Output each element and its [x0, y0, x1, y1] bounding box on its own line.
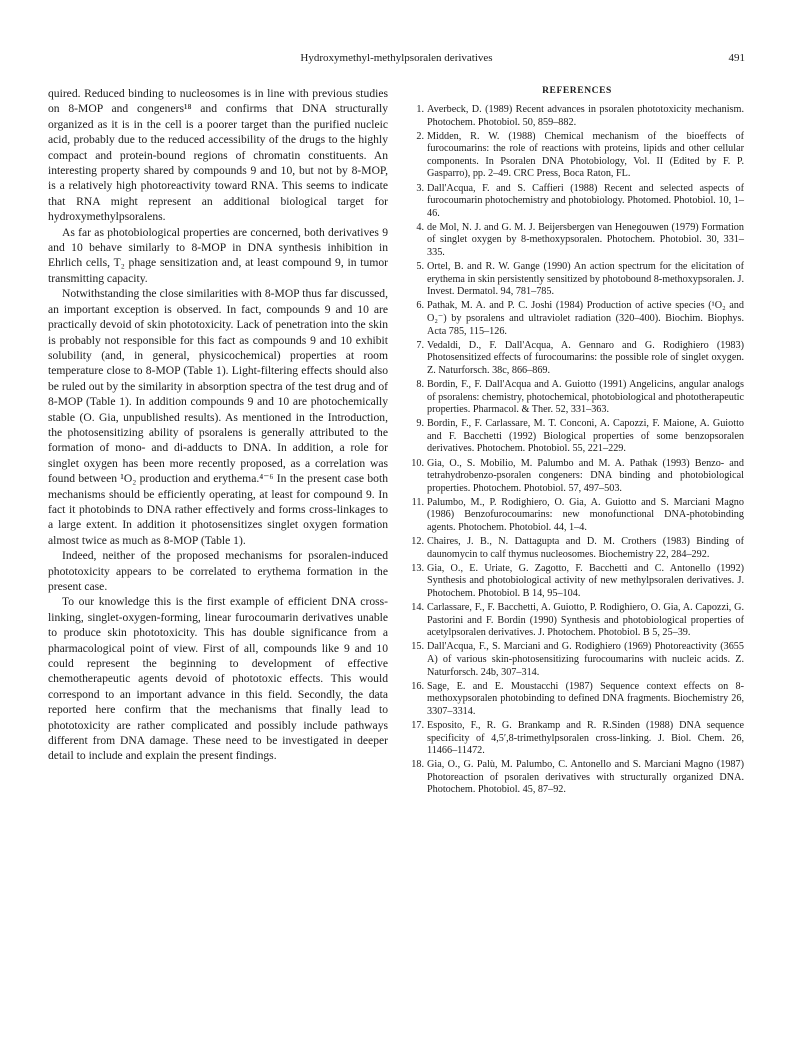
reference-item: [410, 418, 744, 456]
reference-text: Averbeck, D. (1989) Recent advances in psoralen phototoxicity mechanism. Photochem. Photobiol. 50, 859–882.: [427, 104, 744, 128]
reference-number: 14.: [411, 602, 424, 614]
reference-number: 8.: [416, 378, 424, 390]
body-paragraph: quired. Reduced binding to nucleosomes is in line with previous studies on 8-MOP and congeners¹⁸ and confirms that DNA structurally organized as it is in the cell is a poorer target than the purified nucleic acid, probably due to the reduced accessibility of the drugs to the highly compact and protein-bound regions of chromatin constituents. An interesting property shared by compounds 9 and 10, but not by 8-MOP, is a relatively high photoreactivity toward RNA. This seems to indicate that RNA might represent an additional biological target for hydroxymethylpsoralens.: [48, 87, 388, 224]
reference-text: Pathak, M. A. and P. C. Joshi (1984) Production of active species (¹O₂ and O₂⁻) by psoralens and ultraviolet radiation (320–400). Biochim. Biophys. Acta 785, 115–126.: [427, 300, 744, 337]
reference-number: 17.: [411, 719, 424, 731]
reference-item: [410, 497, 744, 535]
body-text-column: [48, 86, 388, 764]
reference-text: Chaires, J. B., N. Dattagupta and D. M. Crothers (1983) Binding of daunomycin to calf thymus nucleosomes. Biochemistry 22, 284–292.: [427, 536, 744, 560]
reference-item: [410, 720, 744, 758]
reference-item: [410, 759, 744, 797]
reference-number: 10.: [411, 457, 424, 469]
reference-item: [410, 681, 744, 719]
reference-text: Dall'Acqua, F. and S. Caffieri (1988) Recent and selected aspects of furocoumarin photochemistry and photobiology. Photomed. Photobiol. 10, 1–46.: [427, 182, 744, 219]
reference-number: 16.: [411, 680, 424, 692]
reference-number: 2.: [416, 130, 424, 142]
reference-number: 13.: [411, 562, 424, 574]
reference-text: Gia, O., G. Palù, M. Palumbo, C. Antonello and S. Marciani Magno (1987) Photoreaction of psoralen derivatives with structurally organized DNA. Photochem. Photobiol. 45, 87–92.: [427, 759, 744, 796]
reference-number: 7.: [416, 339, 424, 351]
page-number: 491: [728, 52, 745, 64]
reference-text: Dall'Acqua, F., S. Marciani and G. Rodighiero (1969) Photoreactivity (3655 A) of various skin-photosensitizing furocoumarins with nucleic acids. Z. Naturforsch. 24b, 307–314.: [427, 641, 744, 678]
reference-item: [410, 563, 744, 601]
reference-item: [410, 458, 744, 496]
body-paragraph: To our knowledge this is the first example of efficient DNA cross-linking, singlet-oxygen-forming, linear furocoumarin derivatives unable to produce skin phototoxicity. This has double significance from a pharmacological point of view. First of all, compounds like 9 and 10 could represent the beginning to development of effective chemotherapeutic agents devoid of phototoxic effects. This would correspond to an important advance in this field. Secondly, the data reported here confirm that the mechanisms that finally lead to phototoxicity are rather complicated and possibly include pathways different from DNA damage. These need to be investigated in deeper detail to include and explain the present findings.: [48, 595, 388, 763]
body-paragraph: As far as photobiological properties are concerned, both derivatives 9 and 10 behave similarly to 8-MOP in DNA synthesis inhibition in Ehrlich cells, T₂ phage sensitization and, at least compound 9, in tumor transmitting capacity.: [48, 225, 388, 285]
reference-text: Gia, O., S. Mobilio, M. Palumbo and M. A. Pathak (1993) Benzo- and tetrahydrobenzo-psoralen congeners: DNA binding and photobiological properties. Photochem. Photobiol. 57, 497–503.: [427, 457, 744, 494]
reference-number: 18.: [411, 759, 424, 771]
reference-text: Esposito, F., R. G. Brankamp and R. R.Sinden (1988) DNA sequence specificity of 4,5′,8-trimethylpsoralen cross-linking. J. Biol. Chem. 26, 11466–11472.: [427, 719, 744, 757]
page-header: [0, 52, 793, 68]
reference-number: 15.: [411, 641, 424, 653]
reference-number: 12.: [411, 536, 424, 548]
reference-item: [410, 131, 744, 181]
reference-text: Midden, R. W. (1988) Chemical mechanism of the bioeffects of furocoumarins: the role of reactions with proteins, lipids and other cellular components. In Psoralen DNA Photobiology, Vol. II (Edited by F. P. Gasparro), pp. 2–49. CRC Press, Boca Raton, FL.: [427, 130, 744, 180]
reference-item: [410, 602, 744, 640]
reference-text: Palumbo, M., P. Rodighiero, O. Gia, A. Guiotto and S. Marciani Magno (1986) Benzofurocoumarins: new monofunctional DNA-photobinding agents. Photochem. Photobiol. 44, 1–4.: [427, 496, 744, 533]
reference-item: [410, 379, 744, 417]
reference-item: [410, 340, 744, 378]
reference-number: 4.: [416, 221, 424, 233]
reference-number: 6.: [416, 300, 424, 312]
reference-text: Sage, E. and E. Moustacchi (1987) Sequence context effects on 8-methoxypsoralen photobinding to defined DNA fragments. Biochemistry 26, 3307–3314.: [427, 680, 744, 717]
reference-item: [410, 641, 744, 679]
reference-number: 3.: [416, 182, 424, 194]
running-title: Hydroxymethyl-methylpsoralen derivatives: [300, 52, 493, 64]
reference-text: Vedaldi, D., F. Dall'Acqua, A. Gennaro and G. Rodighiero (1983) Photosensitized effects of furocoumarins: the possible role of singlet oxygen. Z. Naturforsch. 38c, 866–869.: [427, 339, 744, 376]
reference-text: Gia, O., E. Uriate, G. Zagotto, F. Bacchetti and C. Antonello (1992) Synthesis and photobiological activity of new methylpsoralen derivatives. J. Photochem. Photobiol. B 14, 95–104.: [427, 562, 744, 599]
reference-item: [410, 183, 744, 221]
reference-item: [410, 104, 744, 129]
reference-number: 1.: [416, 104, 424, 115]
references-heading: REFERENCES: [542, 86, 612, 96]
reference-text: Bordin, F., F. Carlassare, M. T. Conconi, A. Capozzi, F. Maione, A. Guiotto and F. Bacchetti (1992) Biological properties of some benzopsoralen derivatives. Photochem. Photobiol. 55, 221–229.: [427, 418, 744, 455]
reference-number: 5.: [416, 261, 424, 273]
references-column: [410, 86, 744, 798]
reference-number: 11.: [411, 496, 424, 508]
reference-text: Carlassare, F., F. Bacchetti, A. Guiotto, P. Rodighiero, O. Gia, A. Capozzi, G. Pastorini and F. Bordin (1990) Synthesis and photobiological properties of acetylpsoralen derivatives. J. Photochem. Photobiol. B 5, 25–39.: [427, 602, 744, 639]
body-paragraph: Notwithstanding the close similarities with 8-MOP thus far discussed, an important exception is observed. In fact, compounds 9 and 10 are practically devoid of skin phototoxicity. Lack of penetration into the skin is probably not responsible for this fact as compounds 9 and 10 exhibit solubility (and, in general, physicochemical) properties at room temperature close to 8-MOP (Table 1). Light-filtering effects should also be ruled out by the similarity in absorption spectra of the test drug and of 8-MOP (Table 1). In addition compounds 9 and 10 are photochemically stable (O. Gia, unpublished results). As mentioned in the Introduction, the photosensitizing ability of psoralens is generally attributed to the formation of mono- and di-adducts to DNA. In addition, a role for singlet oxygen has been more recently proposed, as a correlation was found between ¹O₂ production and erythema.⁴⁻⁶ In the present case both mechanisms should be efficiently operating, at least for compound 9. In fact it photobinds to DNA rather effectively and forms cross-linkages to a large extent. In addition it photosensitizes singlet oxygen formation almost twice as much as 8-MOP (Table 1).: [48, 287, 388, 547]
reference-item: [410, 222, 744, 260]
reference-item: [410, 261, 744, 299]
reference-text: Bordin, F., F. Dall'Acqua and A. Guiotto (1991) Angelicins, angular analogs of psoralens: chemistry, photochemical, photobiological and phototherapeutic properties. Pharmacol. & Ther. 52, 331–363.: [427, 378, 744, 416]
reference-number: 9.: [416, 418, 424, 430]
reference-text: Ortel, B. and R. W. Gange (1990) An action spectrum for the elicitation of erythema in skin persistently sensitized by photobound 8-methoxypsoralen. J. Invest. Dermatol. 94, 781–785.: [427, 261, 744, 298]
reference-text: de Mol, N. J. and G. M. J. Beijersbergen van Henegouwen (1979) Formation of singlet oxygen by 8-methoxypsoralen. Photochem. Photobiol. 30, 331–335.: [427, 221, 744, 259]
body-paragraph: Indeed, neither of the proposed mechanisms for psoralen-induced phototoxicity appears to be correlated to erythema formation in the present case.: [48, 549, 388, 593]
reference-item: [410, 536, 744, 561]
reference-item: [410, 300, 744, 338]
